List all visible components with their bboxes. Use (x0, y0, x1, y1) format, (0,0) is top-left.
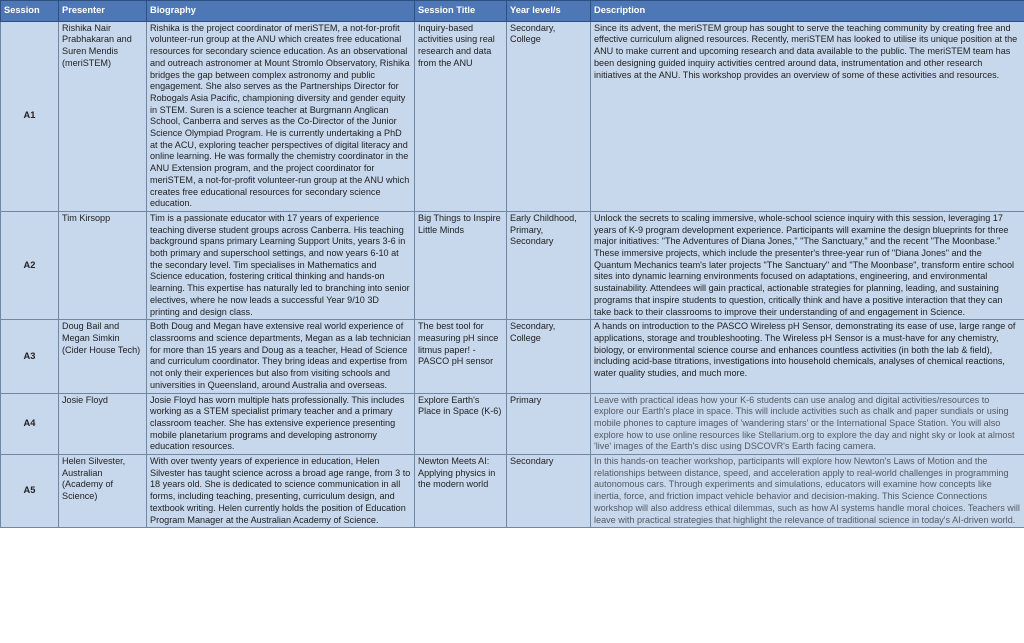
presenter-cell: Doug Bail and Megan Simkin (Cider House Tech) (59, 320, 147, 393)
header-session-title: Session Title (415, 1, 507, 22)
header-description: Description (591, 1, 1024, 22)
session-code: A3 (1, 320, 59, 393)
presenter-cell: Josie Floyd (59, 393, 147, 455)
session-title-cell: Explore Earth's Place in Space (K-6) (415, 393, 507, 455)
session-title-cell: Newton Meets AI: Applying physics in the modern world (415, 455, 507, 528)
biography-cell: Josie Floyd has worn multiple hats professionally. This includes working as a STEM specialist primary teacher and a primary classroom teacher. She has extensive experience presenting mobile planetarium programs and developing astronomy education resources. (147, 393, 415, 455)
header-biography: Biography (147, 1, 415, 22)
session-code: A2 (1, 211, 59, 319)
session-title-cell: Big Things to Inspire Little Minds (415, 211, 507, 319)
year-levels-cell: Primary (507, 393, 591, 455)
session-title-cell: Inquiry-based activities using real research and data from the ANU (415, 21, 507, 211)
presenter-cell: Rishika Nair Prabhakaran and Suren Mendis (meriSTEM) (59, 21, 147, 211)
table-row (1, 393, 1024, 455)
presenter-cell: Tim Kirsopp (59, 211, 147, 319)
year-levels-cell: Secondary, College (507, 21, 591, 211)
table-row (1, 455, 1024, 528)
header-session: Session (1, 1, 59, 22)
biography-cell: Tim is a passionate educator with 17 years of experience teaching diverse student groups across Canberra. His teaching background spans primary Learning Support Units, years 3-6 in both primary and superschool settings, and now years 6-10 at the secondary level. Tim specialises in Mathematics and Science education, fostering critical thinking and hands-on learning. This expertise has naturally led to branching into senior electives, where he now leads a successful Year 9/10 3D printing and design class. (147, 211, 415, 319)
session-code: A4 (1, 393, 59, 455)
description-cell: In this hands-on teacher workshop, participants will explore how Newton's Laws of Motion and the relationships between distance, speed, and acceleration apply to real-world challenges in programming autonomous cars. Through experiments and simulations, educators will examine how concepts like inertia, force, and friction impact vehicle behavior and decision-making. This Science Connections workshop will also address ethical dilemmas, such as how AI systems handle moral choices. Teachers will leave with practical strategies that highlight the relevance of traditional science in today's AI-driven world. (591, 455, 1024, 528)
description-cell: Leave with practical ideas how your K-6 students can use analog and digital activities/resources to explore our Earth's place in space. This will include activities such as chalk and paper sundials or using mobile phones to capture images of 'wandering stars' or the International Space Station. You will also explore how to use online resources like Stellarium.org to explore the day and night sky or look at almost 'live' images of the Earth's disc using DSCOVR's Earth facing camera. (591, 393, 1024, 455)
session-code: A1 (1, 21, 59, 211)
presenter-cell: Helen Silvester, Australian (Academy of Science) (59, 455, 147, 528)
session-code: A5 (1, 455, 59, 528)
table-row (1, 21, 1024, 211)
year-levels-cell: Early Childhood, Primary, Secondary (507, 211, 591, 319)
description-cell: Unlock the secrets to scaling immersive, whole-school science inquiry with this session, leveraging 17 years of K-9 program development experience. Participants will examine the design blueprints for three major initiatives: "The Adventures of Diana Jones," "The Sanctuary," and the recent "The Moonbase." These immersive projects, which include the presenter's three-year run of "Diana Jones" and the Quantum Mechanics team's later projects "The Sanctuary" and "The Moonbase", transform entire school sites into dynamic learning environments focused on adaptations, engineering, and environmental sustainability. Attendees will gain practical, actionable strategies for planning, leading, and sustaining programs that inspire students to question, critically think and have a positive interaction that they can take back to their classrooms to improve their understanding of and engagement in Science. (591, 211, 1024, 319)
table-row (1, 320, 1024, 393)
header-presenter: Presenter (59, 1, 147, 22)
table-row (1, 211, 1024, 319)
biography-cell: Rishika is the project coordinator of meriSTEM, a not-for-profit volunteer-run group at the ANU which creates free educational resources for secondary science education. As an observational and outreach astronomer at Mount Stromlo Observatory, Rishika bridges the gap between complex astronomy and public engagement. She also serves as the Partnerships Director for Robogals Asia Pacific, championing diversity and gender equity in STEM. Suren is a science teacher at Burgmann Anglican School, Canberra and serves as the Co-Director of the Junior Science Olympiad Program. He is currently undertaking a PhD at the ACU, exploring teacher perspectives of digital literacy and online learning. He was formally the chemistry coordinator in the ANU Extension program, and the project coordinator for meriSTEM, a not-for-profit volunteer-run group at the ANU which creates free educational resources for secondary science education. (147, 21, 415, 211)
session-title-cell: The best tool for measuring pH since litmus paper! - PASCO pH sensor (415, 320, 507, 393)
year-levels-cell: Secondary (507, 455, 591, 528)
header-year-levels: Year level/s (507, 1, 591, 22)
description-cell: Since its advent, the meriSTEM group has sought to serve the teaching community by creating free and effective curriculum aligned resources. Recently, meriSTEM has looked to utilise its unique position at the ANU to make current and upcoming research and data available to the public. The meriSTEM team has been designing guided inquiry activities centred around data, instrumentation and other research initiatives at the ANU. This workshop provides an overview of some of these activities and resources. (591, 21, 1024, 211)
biography-cell: With over twenty years of experience in education, Helen Silvester has taught science across a broad age range, from 3 to 18 years old. She is dedicated to science communication in all forms, including teaching, presenting, curriculum design, and textbook writing. Helen currently holds the position of Education Program Manager at the Australian Academy of Science. (147, 455, 415, 528)
biography-cell: Both Doug and Megan have extensive real world experience of classrooms and science departments, Megan as a lab technician for more than 15 years and Doug as a teacher, Head of Science and curriculum coordinator. They bring ideas and expertise from not only their experiences but also from visiting schools and universities in Queensland, around Australia and overseas. (147, 320, 415, 393)
year-levels-cell: Secondary, College (507, 320, 591, 393)
description-cell: A hands on introduction to the PASCO Wireless pH Sensor, demonstrating its ease of use, large range of applications, storage and troubleshooting. The Wireless pH Sensor is a must-have for any chemistry, biology, or environmental science course and enhances countless activities (in both the lab & field), including acid-base titrations, investigations into household chemicals, analyses of chemical reactions, water quality studies, and much more. (591, 320, 1024, 393)
header-row (1, 1, 1024, 22)
